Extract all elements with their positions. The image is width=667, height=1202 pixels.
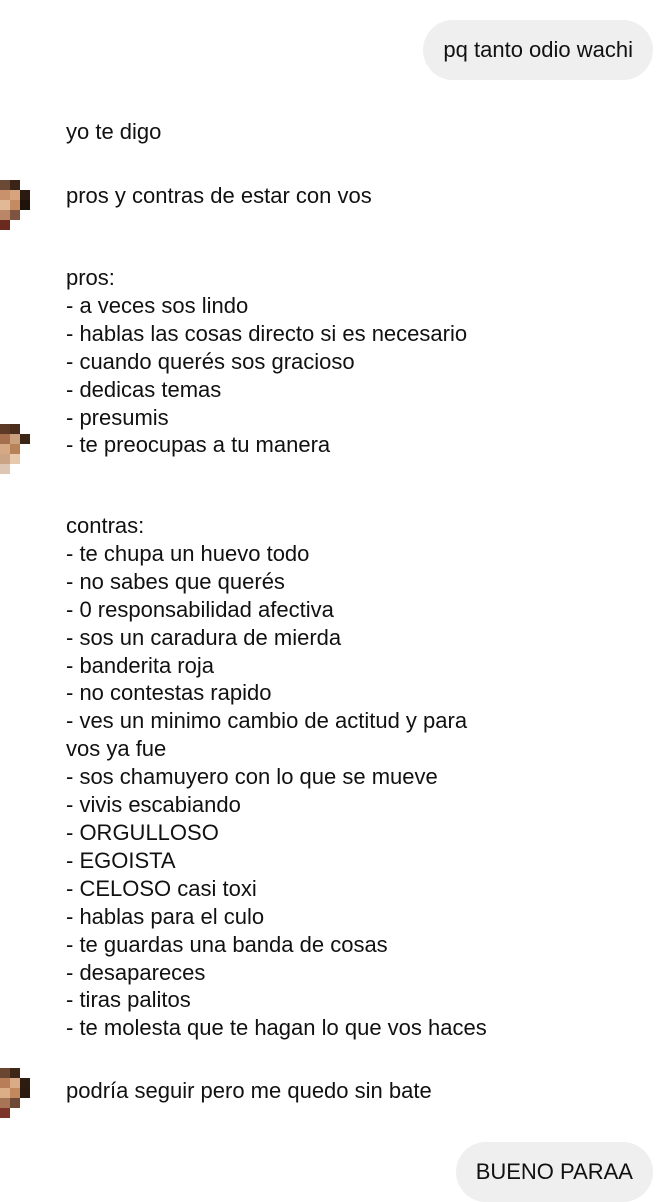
list-line: - sos chamuyero con lo que se mueve (66, 764, 438, 790)
received-message-text: podría seguir pero me quedo sin bate (66, 1078, 432, 1103)
list-line: - EGOISTA (66, 847, 176, 873)
list-line: pros: (66, 265, 115, 290)
list-line: - presumis (66, 404, 169, 430)
list-line: - 0 responsabilidad afectiva (66, 596, 334, 622)
list-line: - hablas las cosas directo si es necesario (66, 320, 468, 346)
list-line: vos ya fue (66, 736, 167, 762)
list-line: - te molesta que te hagan lo que vos haces (66, 1015, 487, 1041)
received-message-contras-list (66, 512, 487, 1042)
list-line: - ORGULLOSO (66, 819, 219, 845)
list-line: - te chupa un huevo todo (66, 540, 310, 566)
list-line: - vivis escabiando (66, 792, 241, 818)
list-line: contras: (66, 513, 145, 538)
list-line: - CELOSO casi toxi (66, 875, 257, 901)
list-line: - tiras palitos (66, 987, 191, 1013)
list-line: - no sabes que querés (66, 568, 285, 594)
list-line: - dedicas temas (66, 376, 222, 402)
list-line: - hablas para el culo (66, 903, 265, 929)
sent-message-bubble[interactable]: pq tanto odio wachi (423, 20, 653, 80)
sender-avatar[interactable] (0, 424, 30, 476)
list-line: - sos un caradura de mierda (66, 624, 342, 650)
list-line: - ves un minimo cambio de actitud y para (66, 708, 468, 734)
list-line: - te guardas una banda de cosas (66, 931, 388, 957)
sender-avatar[interactable] (0, 180, 30, 232)
list-line: - banderita roja (66, 652, 214, 678)
received-message-text: pros y contras de estar con vos (66, 183, 372, 208)
list-line: - no contestas rapido (66, 680, 272, 706)
sender-avatar[interactable] (0, 1068, 30, 1120)
list-line: - cuando querés sos gracioso (66, 348, 355, 374)
list-line: - desapareces (66, 959, 206, 985)
sent-message-bubble[interactable]: BUENO PARAA (456, 1142, 653, 1202)
received-message-pros-list (66, 264, 467, 459)
received-message-text: yo te digo (66, 119, 162, 144)
list-line: - te preocupas a tu manera (66, 432, 331, 458)
list-line: - a veces sos lindo (66, 292, 249, 318)
